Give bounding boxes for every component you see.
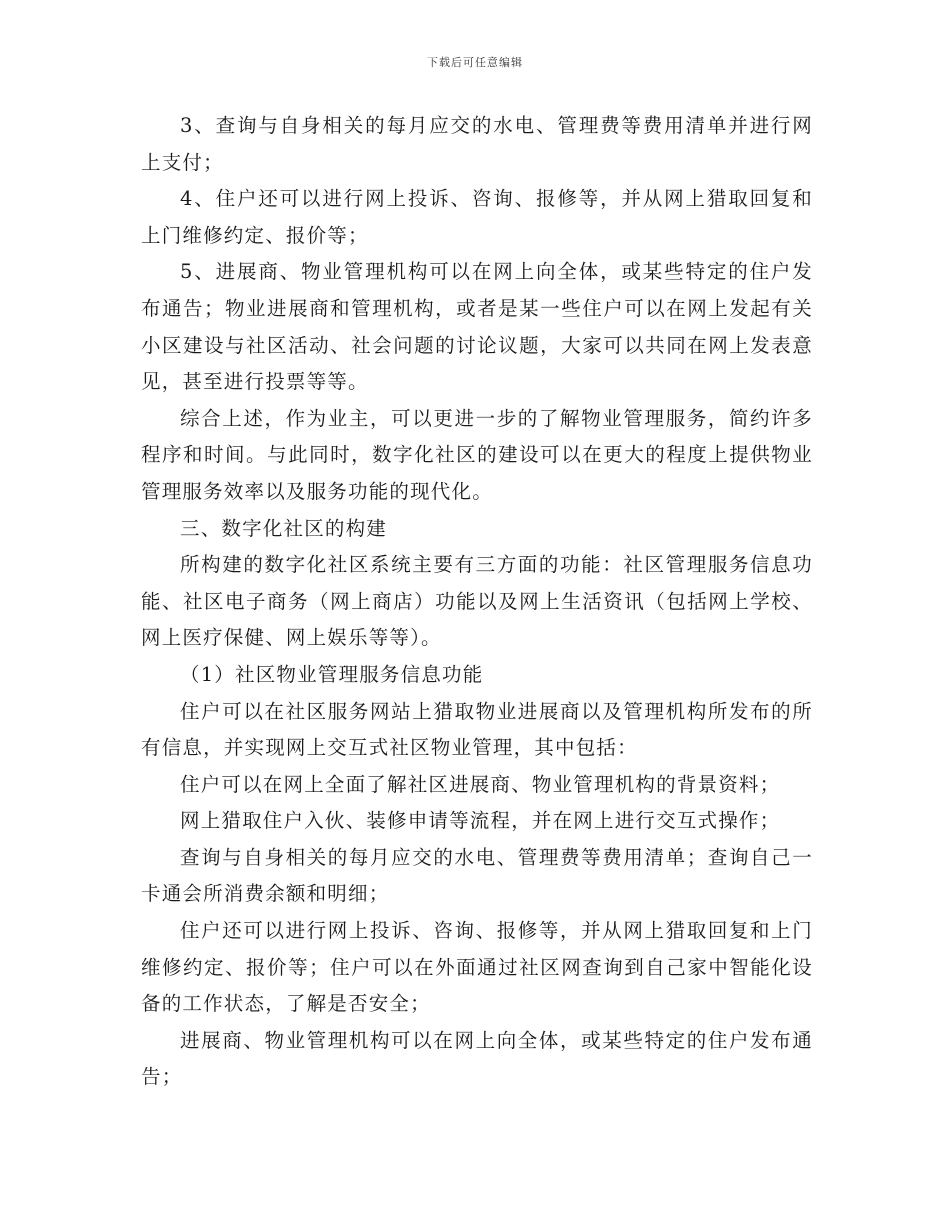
paragraph-background: 住户可以在网上全面了解社区进展商、物业管理机构的背景资料； xyxy=(180,772,781,796)
paragraph-complaints: 住户还可以进行网上投诉、咨询、报修等，并从网上猎取回复和上门维修约定、报价等；住户可以在外面通过社区网查询到自己家中智能化设备的工作状态，了解是否安全； xyxy=(141,919,813,1016)
paragraph-item-3: 3、查询与自身相关的每月应交的水电、管理费等费用清单并进行网上支付； xyxy=(141,114,813,174)
paragraph-notices: 进展商、物业管理机构可以在网上向全体，或某些特定的住户发布通告； xyxy=(141,1028,813,1089)
paragraph-process: 网上猎取住户入伙、装修申请等流程，并在网上进行交互式操作； xyxy=(180,809,781,833)
paragraph-billing: 查询与自身相关的每月应交的水电、管理费等费用清单；查询自己一卡通会所消费余额和明细； xyxy=(141,845,813,906)
page-header: 下载后可任意编辑 xyxy=(427,56,523,69)
paragraph-item-4: 4、住户还可以进行网上投诉、咨询、报修等，并从网上猎取回复和上门维修约定、报价等； xyxy=(141,187,813,247)
paragraph-summary: 综合上述，作为业主，可以更进一步的了解物业管理服务，简约许多程序和时间。与此同时，数字化社区的建设可以在更大的程度上提供物业管理服务效率以及服务功能的现代化。 xyxy=(141,406,813,503)
paragraph-system-functions: 所构建的数字化社区系统主要有三方面的功能：社区管理服务信息功能、社区电子商务（网上商店）功能以及网上生活资讯（包括网上学校、网上医疗保健、网上娱乐等等）。 xyxy=(141,553,813,650)
paragraph-item-5: 5、进展商、物业管理机构可以在网上向全体，或某些特定的住户发布通告；物业进展商和管理机构，或者是某一些住户可以在网上发起有关小区建设与社区活动、社会问题的讨论议题，大家可以共同在网上发表意见，甚至进行投票等等。 xyxy=(141,260,813,394)
section-heading: 三、数字化社区的构建 xyxy=(180,516,388,540)
paragraph-intro: 住户可以在社区服务网站上猎取物业进展商以及管理机构所发布的所有信息，并实现网上交互式社区物业管理，其中包括： xyxy=(141,699,813,760)
subsection-heading: （1）社区物业管理服务信息功能 xyxy=(180,662,484,686)
document-body xyxy=(141,108,813,1096)
